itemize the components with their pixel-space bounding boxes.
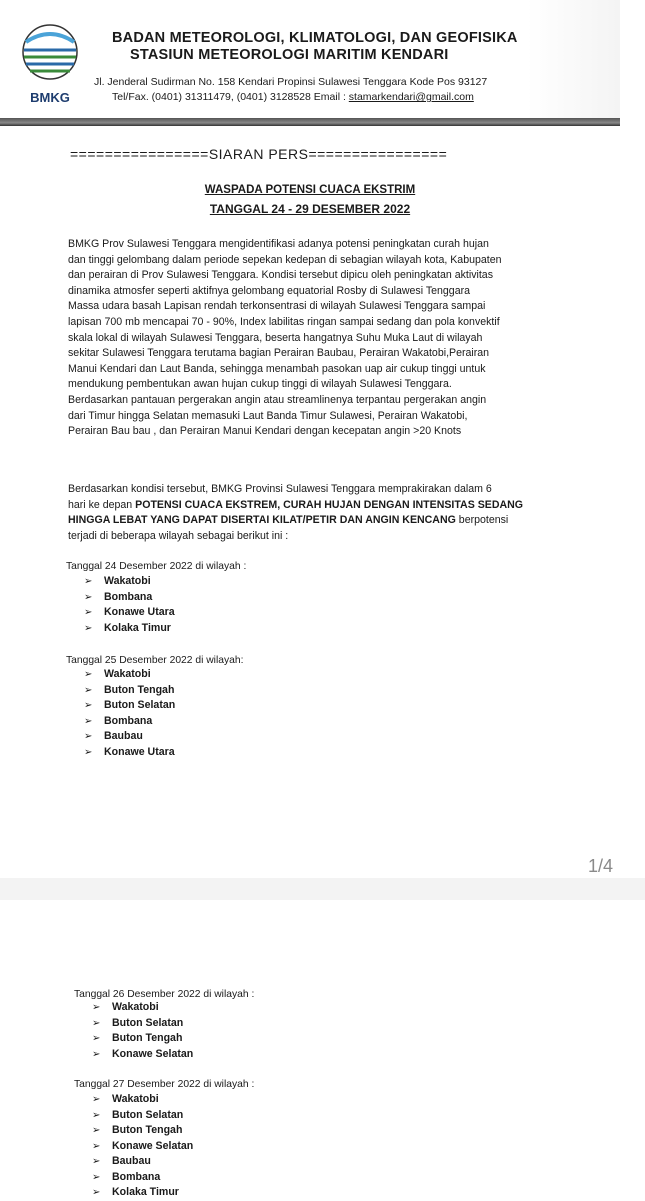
list-item: ➢ Wakatobi: [84, 574, 175, 590]
forecast-area-list: [84, 574, 175, 636]
forecast-area-list: [92, 1000, 193, 1062]
arrow-bullet-icon: ➢: [92, 1002, 101, 1013]
arrow-bullet-icon: ➢: [92, 1171, 101, 1183]
list-item: ➢ Wakatobi: [92, 1000, 193, 1016]
forecast-date-label: Tanggal 27 Desember 2022 di wilayah :: [74, 1079, 255, 1090]
forecast-date-label: Tanggal 25 Desember 2022 di wilayah:: [66, 655, 244, 666]
arrow-bullet-icon: ➢: [92, 1094, 101, 1105]
paragraph-line: dinamika atmosfer seperti aktifnya gelombang equatorial Rosby di Sulawesi Tenggara: [68, 284, 471, 297]
arrow-bullet-icon: ➢: [92, 1048, 101, 1060]
arrow-bullet-icon: ➢: [84, 622, 93, 634]
paragraph-1: [68, 237, 502, 440]
org-name-line1: BADAN METEOROLOGI, KLIMATOLOGI, DAN GEOFISIKA: [112, 30, 518, 46]
press-release-heading: ================SIARAN PERS================: [70, 146, 448, 162]
arrow-bullet-icon: ➢: [84, 715, 93, 727]
arrow-bullet-icon: ➢: [84, 731, 93, 742]
list-item: ➢ Konawe Utara: [84, 605, 175, 621]
forecast-date-label: Tanggal 26 Desember 2022 di wilayah :: [74, 989, 255, 1000]
list-item: ➢ Bombana: [92, 1170, 193, 1186]
paragraph-line: skala lokal di wilayah Sulawesi Tenggara, beserta hangatnya Suhu Muka Laut di wilayah: [68, 331, 483, 344]
list-item: ➢ Konawe Utara: [84, 745, 175, 761]
list-item: ➢ Kolaka Timur: [92, 1185, 193, 1201]
forecast-area-list: [84, 667, 175, 760]
list-item: ➢ Wakatobi: [92, 1092, 193, 1108]
paragraph-line: mendukung pembentukan awan hujan cukup tinggi di wilayah Sulawesi Tenggara.: [68, 378, 452, 391]
arrow-bullet-icon: ➢: [92, 1033, 101, 1044]
emphasis-text: POTENSI CUACA EKSTREM, CURAH HUJAN DENGAN INTENSITAS SEDANG: [135, 498, 524, 511]
paragraph-line: HINGGA LEBAT YANG DAPAT DISERTAI KILAT/PETIR DAN ANGIN KENCANG berpotensi: [68, 514, 509, 527]
document-title: WASPADA POTENSI CUACA EKSTRIM: [204, 184, 416, 196]
arrow-bullet-icon: ➢: [84, 576, 93, 587]
arrow-bullet-icon: ➢: [84, 746, 93, 758]
email-link[interactable]: stamarkendari@gmail.com: [348, 91, 474, 103]
paragraph-line: sekitar Sulawesi Tenggara terutama bagian Perairan Baubau, Perairan Wakatobi,Perairan: [68, 347, 490, 360]
arrow-bullet-icon: ➢: [92, 1125, 101, 1136]
paragraph-line: lapisan 700 mb mencapai 70 - 90%, Index labilitas ringan sampai sedang dan pola konvektif: [68, 315, 500, 328]
forecast-area-list: [92, 1092, 193, 1201]
arrow-bullet-icon: ➢: [84, 700, 93, 711]
contact-line: [112, 91, 474, 103]
page-separator: [0, 878, 645, 900]
paragraph-line: Berdasarkan pantauan pergerakan angin atau streamlinenya terpantau pergerakan angin: [68, 393, 487, 406]
arrow-bullet-icon: ➢: [92, 1140, 101, 1152]
header-divider: [0, 118, 620, 126]
arrow-bullet-icon: ➢: [92, 1109, 101, 1121]
paragraph-line: Manui Kendari dan Laut Banda, sehingga menambah pasokan uap air cukup tinggi untuk: [68, 362, 486, 375]
list-item: ➢ Baubau: [92, 1154, 193, 1170]
forecast-date-label: Tanggal 24 Desember 2022 di wilayah :: [66, 561, 247, 572]
list-item: ➢ Buton Selatan: [84, 698, 175, 714]
list-item: ➢ Baubau: [84, 729, 175, 745]
contact-phone: Tel/Fax. (0401) 31311479, (0401) 3128528 Email :: [112, 91, 349, 103]
list-item: ➢ Wakatobi: [84, 667, 175, 683]
document-page-2: [0, 900, 645, 1200]
paragraph-line: BMKG Prov Sulawesi Tenggara mengidentifikasi adanya potensi peningkatan curah hujan: [68, 238, 489, 250]
list-item: ➢ Buton Tengah: [92, 1123, 193, 1139]
list-item: ➢ Buton Selatan: [92, 1016, 193, 1032]
page-indicator: 1/4: [588, 856, 614, 876]
arrow-bullet-icon: ➢: [84, 591, 93, 603]
arrow-bullet-icon: ➢: [92, 1017, 101, 1029]
document-date-range: TANGGAL 24 - 29 DESEMBER 2022: [209, 202, 411, 216]
paragraph-line: Berdasarkan kondisi tersebut, BMKG Provinsi Sulawesi Tenggara memprakirakan dalam 6: [68, 483, 492, 495]
paragraph-line: hari ke depan POTENSI CUACA EKSTREM, CURAH HUJAN DENGAN INTENSITAS SEDANG: [68, 498, 524, 511]
paragraph-line: dari Timur hingga Selatan memasuki Laut Banda Timur Sulawesi, Perairan Wakatobi,: [68, 409, 468, 422]
list-item: ➢ Konawe Selatan: [92, 1047, 193, 1063]
logo-text: BMKG: [30, 90, 70, 105]
list-item: ➢ Konawe Selatan: [92, 1139, 193, 1155]
list-item: ➢ Buton Tengah: [84, 683, 175, 699]
arrow-bullet-icon: ➢: [92, 1187, 101, 1198]
list-item: ➢ Bombana: [84, 714, 175, 730]
list-item: ➢ Kolaka Timur: [84, 621, 175, 637]
org-name-line2: STASIUN METEOROLOGI MARITIM KENDARI: [130, 47, 449, 63]
paragraph-line: terjadi di beberapa wilayah sebagai berikut ini :: [68, 529, 289, 542]
arrow-bullet-icon: ➢: [84, 669, 93, 680]
arrow-bullet-icon: ➢: [84, 684, 93, 696]
address: Jl. Jenderal Sudirman No. 158 Kendari Propinsi Sulawesi Tenggara Kode Pos 93127: [94, 76, 488, 88]
paragraph-line: dan tinggi gelombang dalam periode sepekan kedepan di sebagian wilayah kota, Kabupaten: [68, 253, 502, 266]
arrow-bullet-icon: ➢: [84, 607, 93, 618]
paragraph-line: Massa udara basah Lapisan rendah terkonsentrasi di wilayah Sulawesi Tenggara sampai: [68, 300, 486, 313]
paragraph-line: dan perairan di Prov Sulawesi Tenggara. Kondisi tersebut dipicu oleh peningkatan aktivitas: [68, 269, 493, 282]
list-item: ➢ Buton Tengah: [92, 1031, 193, 1047]
emphasis-text: HINGGA LEBAT YANG DAPAT DISERTAI KILAT/PETIR DAN ANGIN KENCANG: [68, 514, 456, 527]
bmkg-logo-icon: [14, 22, 86, 108]
list-item: ➢ Bombana: [84, 590, 175, 606]
arrow-bullet-icon: ➢: [92, 1156, 101, 1167]
list-item: ➢ Buton Selatan: [92, 1108, 193, 1124]
paragraph-2: [68, 482, 523, 544]
paragraph-line: Perairan Bau bau , dan Perairan Manui Kendari dengan kecepatan angin >20 Knots: [68, 425, 462, 438]
